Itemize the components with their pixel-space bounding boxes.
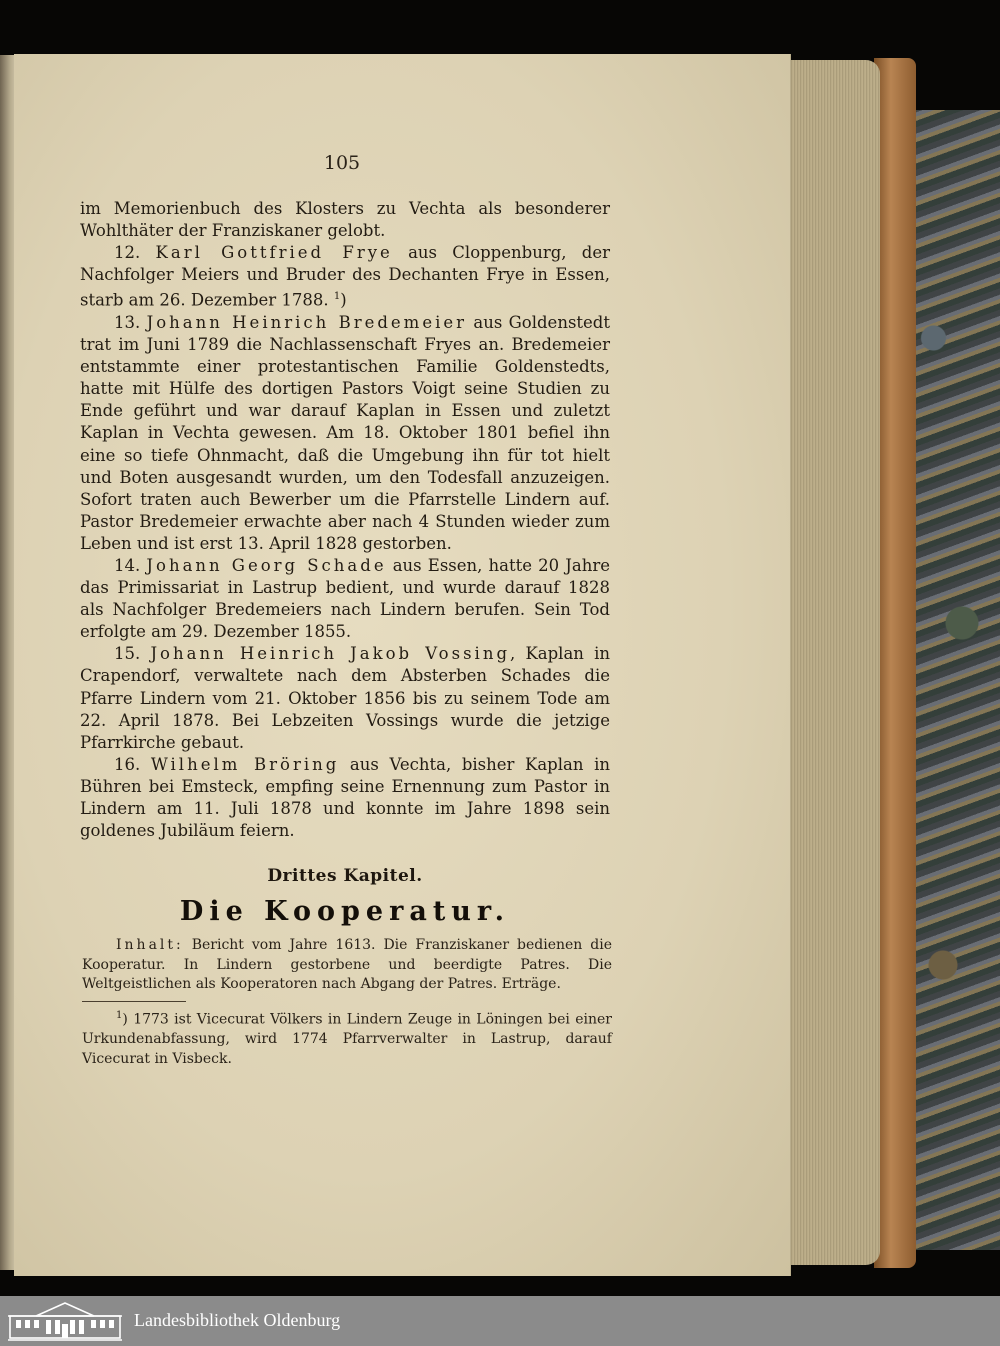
chapter-label: Drittes Kapitel. [267, 866, 423, 886]
summary-text: Bericht vom Jahre 1613. Die Franziskaner bedienen die Kooperatur. In Lindern gestorbene und beerdigte Patres. Die Weltgeistlichen als Kooperatoren nach Abgang der Patres. Erträge. [82, 937, 612, 992]
library-name[interactable]: Landesbibliothek Oldenburg [134, 1310, 341, 1330]
entry-number: 14. [114, 556, 141, 575]
entry-number: 12. [114, 243, 141, 263]
chapter-summary [82, 936, 612, 995]
library-building-icon [6, 1300, 124, 1342]
paragraph-15 [80, 643, 610, 753]
footnote [82, 1006, 612, 1069]
entry-number: 13. [114, 312, 141, 332]
footnote-text: ) 1773 ist Vicecurat Völkers in Lindern Zeuge in Löningen bei einer Urkundenabfassung, wird 1774 Pfarrverwalter in Lastrup, darauf Vicecurat in Visbeck. [82, 1011, 612, 1067]
entry-text: aus Cloppenburg, der Nachfolger Meiers und Bruder des Dechanten Frye in Essen, starb am 26. Dezember 1788. [80, 243, 611, 310]
footnote-reference: 1 [333, 291, 341, 303]
body-text [80, 198, 610, 842]
entry-text: aus Essen, hatte 20 Jahre das Primissariat in Lastrup bedient, und wurde darauf 1828 als Nachfolger Bredemeiers nach Lindern berufen. Sein Tod erfolgte am 29. Dezember 1855. [80, 556, 611, 642]
person-name: Karl Gottfried Frye [155, 243, 393, 263]
entry-number: 16. [114, 754, 141, 774]
footnote-paragraph [82, 1006, 612, 1069]
paragraph-16 [80, 754, 610, 842]
entry-number: 15. [114, 644, 141, 664]
page-number: 105 [323, 152, 361, 174]
chapter-title: Die Kooperatur. [179, 896, 511, 927]
entry-text: aus Goldenstedt trat im Juni 1789 die Nachlassenschaft Fryes an. Bredemeier entstammte einer protestantischen Familie Goldenstedts, hatte mit Hülfe des dortigen Pastors Voigt seine Studien zu Ende geführt und war darauf Kaplan in Essen und zuletzt Kaplan in Vechta gewesen. Am 18. Oktober 1801 befiel ihn eine so tiefe Ohnmacht, daß die Umgebung ihn für tot hielt und Boten ausgesandt wurden, um den Todesfall anzuzeigen. Sofort traten auch Bewerber um die Pfarrstelle Lindern auf. Pastor Bredemeier erwachte aber nach 4 Stunden wieder zum Leben und ist erst 13. April 1828 gestorben. [80, 312, 611, 553]
paragraph-continued: im Memorienbuch des Klosters zu Vechta als besonderer Wohlthäter der Franziskaner gelobt. [80, 199, 610, 241]
footnote-marker: 1 [116, 1010, 123, 1021]
footnote-reference-paren: ) [340, 290, 347, 310]
person-name: Johann Heinrich Bredemeier [146, 312, 468, 332]
paragraph-13 [80, 312, 610, 555]
book-cover-edge [874, 58, 916, 1268]
paragraph-14 [80, 555, 610, 643]
summary-label: Inhalt: [116, 937, 184, 953]
person-name: Wilhelm Bröring [150, 754, 340, 774]
footer-bar [0, 1296, 1000, 1346]
entry-text: , Kaplan in Crapendorf, verwaltete nach dem Absterben Schades die Pfarre Lindern vom 21. Oktober 1856 bis zu seinem Tode am 22. April 1878. Bei Lebzeiten Vossings wurde die jetzige Pfarrkirche gebaut. [80, 644, 610, 752]
paragraph-12 [80, 242, 610, 312]
summary-paragraph [82, 936, 612, 995]
entry-text: aus Vechta, bisher Kaplan in Bühren bei Emsteck, empfing seine Ernennung zum Pastor in Lindern am 11. Juli 1878 und konnte im Jahre 1898 sein goldenes Jubiläum feiern. [80, 754, 610, 841]
person-name: Johann Georg Schade [146, 556, 387, 575]
page-stack-edge [788, 60, 880, 1265]
marbled-endpaper [905, 110, 1000, 1250]
person-name: Johann Heinrich Jakob Vossing [150, 644, 511, 664]
footnote-divider [82, 1001, 186, 1002]
